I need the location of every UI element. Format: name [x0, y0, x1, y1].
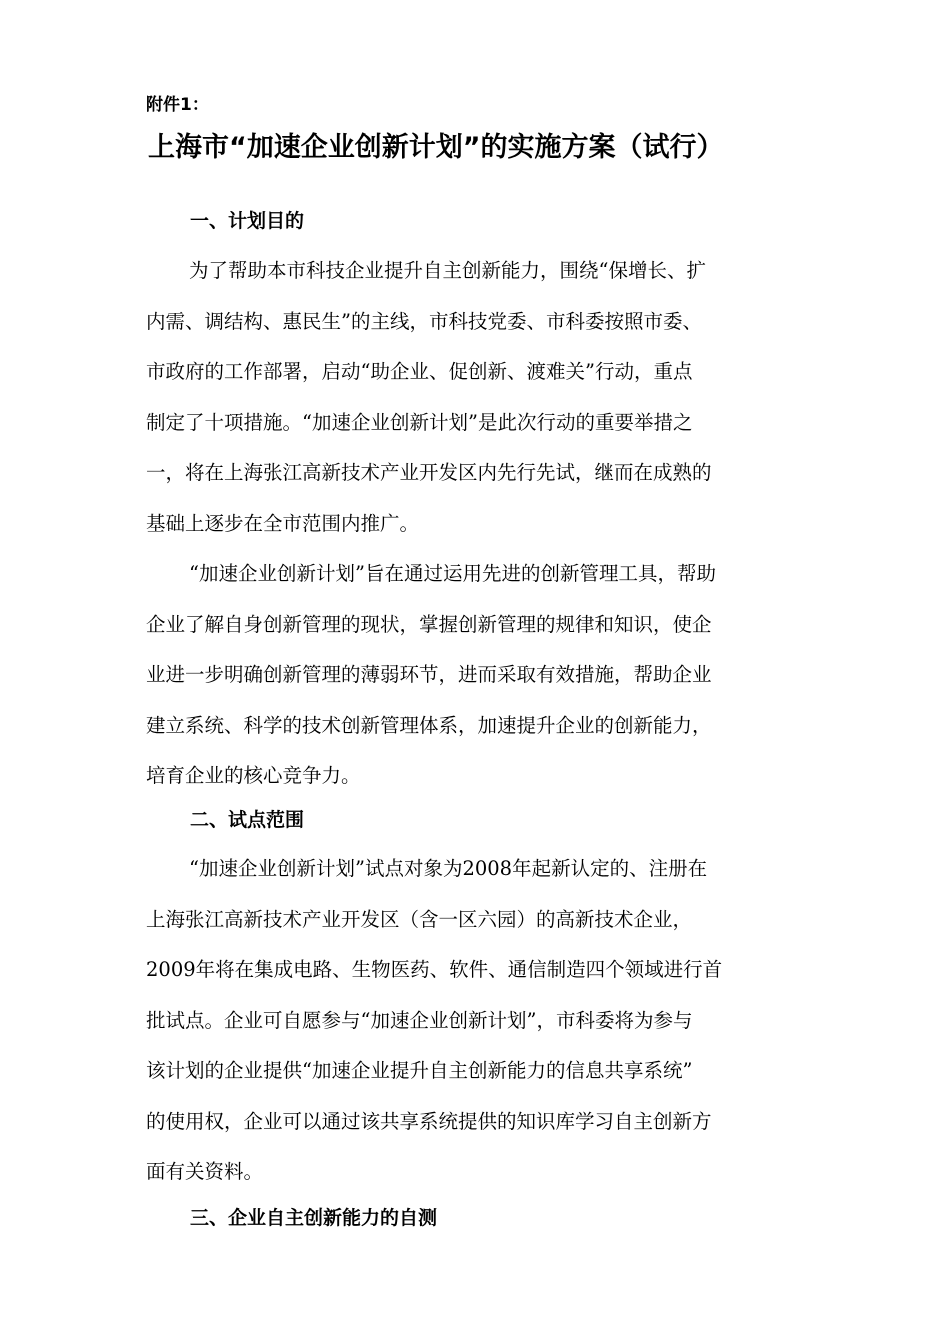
text-line: 的使用权，企业可以通过该共享系统提供的知识库学习自主创新方 [146, 1109, 712, 1133]
text-line: “加速企业创新计划”旨在通过运用先进的创新管理工具，帮助 [189, 562, 716, 585]
text-line: 内需、调结构、惠民生”的主线，市科技党委、市科委按照市委、 [146, 309, 702, 333]
text-line: 为了帮助本市科技企业提升自主创新能力，围绕“保增长、扩 [189, 259, 706, 282]
document-title: 上海市“加速企业创新计划”的实施方案（试行） [148, 132, 724, 163]
text-line: 上海张江高新技术产业开发区（含一区六园）的高新技术企业， [146, 907, 693, 931]
text-line: 建立系统、科学的技术创新管理体系，加速提升企业的创新能力， [146, 713, 712, 737]
text-line: 制定了十项措施。“加速企业创新计划”是此次行动的重要举措之 [146, 410, 693, 434]
section-heading-scope: 二、试点范围 [190, 809, 305, 831]
text-line: 面有关资料。 [146, 1160, 264, 1183]
section-heading-purpose: 一、计划目的 [190, 210, 305, 232]
paragraph-purpose-2 [146, 549, 806, 802]
text-line: 该计划的企业提供“加速企业提升自主创新能力的信息共享系统” [146, 1059, 693, 1082]
text-line: 企业了解自身创新管理的现状，掌握创新管理的规律和知识，使企 [146, 612, 712, 636]
text-line: 2009年将在集成电路、生物医药、软件、通信制造四个领域进行首 [146, 958, 723, 981]
text-line: “加速企业创新计划”试点对象为2008年起新认定的、注册在 [189, 857, 708, 880]
text-line: 业进一步明确创新管理的薄弱环节，进而采取有效措施，帮助企业 [146, 663, 712, 686]
text-line: 基础上逐步在全市范围内推广。 [146, 511, 420, 535]
text-line: 培育企业的核心竞争力。 [146, 764, 361, 787]
text-line: 批试点。企业可自愿参与“加速企业创新计划”，市科委将为参与 [146, 1008, 693, 1032]
attachment-label: 附件1： [146, 95, 209, 115]
paragraph-scope-1 [146, 844, 806, 1198]
section-heading-self-test: 三、企业自主创新能力的自测 [190, 1207, 438, 1229]
text-line: 市政府的工作部署，启动“助企业、促创新、渡难关”行动，重点 [146, 360, 693, 383]
paragraph-purpose-1 [146, 246, 806, 549]
text-line: 一，将在上海张江高新技术产业开发区内先行先试，继而在成熟的 [146, 461, 712, 484]
